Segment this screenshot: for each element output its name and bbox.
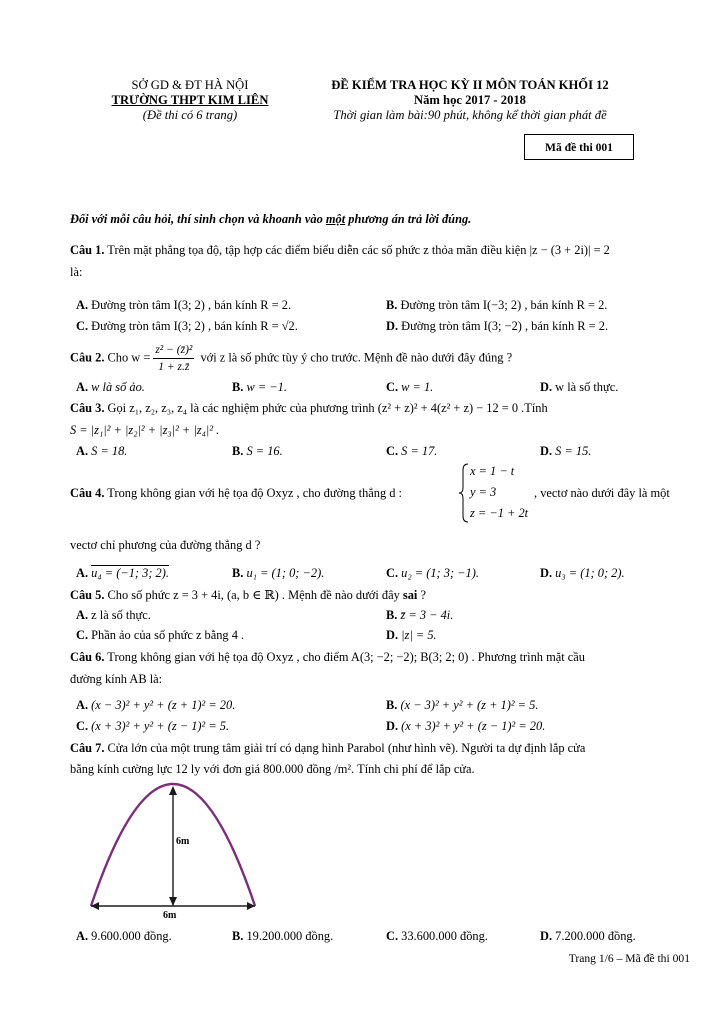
option-letter: D. — [540, 380, 553, 394]
exam-header — [300, 78, 640, 123]
q4-option-c[interactable] — [386, 566, 479, 581]
fraction — [153, 342, 194, 375]
option-text: S = 17. — [401, 444, 438, 458]
option-letter: B. — [232, 444, 244, 458]
option-letter: C. — [386, 566, 399, 580]
option-letter: D. — [540, 929, 553, 943]
option-text: 9.600.000 đồng. — [91, 929, 172, 943]
q2-option-d[interactable] — [540, 380, 618, 395]
option-letter: D. — [540, 444, 553, 458]
option-text: u₄ = (−1; 3; 2). — [91, 566, 169, 580]
option-letter: B. — [386, 298, 398, 312]
department-name: SỞ GD & ĐT HÀ NỘI — [131, 78, 249, 92]
option-text: Đường tròn tâm I(3; −2) , bán kính R = 2. — [401, 319, 609, 333]
question-text: Trong không gian với hệ tọa độ Oxyz , cho điểm A(3; −2; −2); B(3; 2; 0) . Phương trình mặt cầu — [104, 650, 585, 664]
question-label: Câu 4. — [70, 486, 105, 500]
school-header — [95, 78, 285, 123]
question-2 — [70, 342, 512, 375]
option-text: 19.200.000 đồng. — [246, 929, 334, 943]
q3-option-d[interactable] — [540, 444, 591, 459]
q3-option-c[interactable] — [386, 444, 437, 459]
question-4-text-right — [534, 486, 670, 501]
option-text: u₃ = (1; 0; 2). — [555, 566, 625, 580]
question-label: Câu 1. — [70, 243, 105, 257]
option-letter: C. — [386, 380, 399, 394]
option-letter: A. — [76, 444, 89, 458]
q4-option-d[interactable] — [540, 566, 625, 581]
option-text: w = −1. — [246, 380, 287, 394]
width-label: 6m — [163, 910, 177, 921]
option-letter: B. — [232, 380, 244, 394]
instruction — [70, 212, 471, 227]
q6-option-b[interactable] — [386, 698, 538, 713]
option-text: (x + 3)² + y² + (z − 1)² = 20. — [401, 719, 546, 733]
q6-option-d[interactable] — [386, 719, 545, 734]
instruction-part1: Đối với mỗi câu hỏi, thí sinh chọn và khoanh vào — [70, 212, 326, 226]
option-letter: D. — [386, 719, 399, 733]
option-text: S = 15. — [555, 444, 592, 458]
question-text: Cửa lớn của một trung tâm giải trí có dạng hình Parabol (như hình vẽ). Người ta dự định lắp cửa — [104, 741, 586, 755]
question-text: Trên mặt phẳng tọa độ, tập hợp các điểm biểu diễn các số phức z thỏa mãn điều kiện |z − (3 + 2i)| = 2 — [104, 243, 610, 257]
option-text: u₂ = (1; 3; −1). — [401, 566, 479, 580]
question-7-text-cont: bằng kính cường lực 12 ly với đơn giá 800.000 đồng /m². Tính chi phí để lắp cửa. — [70, 762, 475, 776]
option-letter: D. — [386, 319, 399, 333]
option-text: Phần ảo của số phức z bằng 4 . — [91, 628, 245, 642]
system-eq-2: y = 3 — [470, 485, 497, 499]
q6-option-c[interactable] — [76, 719, 229, 734]
question-label: Câu 3. — [70, 401, 105, 415]
q7-option-a[interactable] — [76, 929, 172, 944]
question-3-formula: S = |z₁|² + |z₂|² + |z₃|² + |z₄|² . — [70, 423, 220, 437]
parabola-door-figure — [85, 782, 265, 922]
system-eq-3: z = −1 + 2t — [470, 506, 529, 520]
option-text: 33.600.000 đồng. — [401, 929, 488, 943]
option-text: w là số thực. — [555, 380, 619, 394]
option-text: (x − 3)² + y² + (z + 1)² = 5. — [400, 698, 539, 712]
q5-option-c[interactable] — [76, 628, 244, 643]
option-letter: B. — [386, 608, 398, 622]
option-letter: C. — [76, 719, 89, 733]
question-4 — [70, 486, 402, 501]
height-label: 6m — [176, 836, 190, 847]
option-text: (x − 3)² + y² + (z + 1)² = 20. — [91, 698, 236, 712]
question-1 — [70, 242, 690, 259]
question-label: Câu 5. — [70, 588, 105, 602]
page-footer: Trang 1/6 – Mã đề thi 001 — [568, 952, 690, 965]
instruction-emphasis: một — [325, 212, 346, 226]
exam-code-box: Mã đề thi 001 — [524, 134, 634, 160]
question-emphasis: sai — [402, 588, 418, 602]
option-text: u₁ = (1; 0; −2). — [246, 566, 325, 580]
q3-option-a[interactable] — [76, 444, 127, 459]
q4-option-a[interactable] — [76, 566, 169, 581]
option-text: Đường tròn tâm I(−3; 2) , bán kính R = 2. — [400, 298, 608, 312]
option-text: Đường tròn tâm I(3; 2) , bán kính R = 2. — [91, 298, 292, 312]
option-letter: C. — [76, 319, 89, 333]
option-letter: A. — [76, 608, 89, 622]
q7-option-c[interactable] — [386, 929, 488, 944]
question-pre: Cho w = — [104, 350, 151, 365]
q4-option-b[interactable] — [232, 566, 324, 581]
q2-option-c[interactable] — [386, 380, 433, 395]
q1-option-d[interactable] — [386, 319, 608, 334]
school-name: TRƯỜNG THPT KIM LIÊN — [111, 93, 269, 107]
question-text-end: ? — [417, 588, 426, 602]
option-letter: A. — [76, 698, 89, 712]
question-text: Trong không gian với hệ tọa độ Oxyz , cho đường thẳng d : — [104, 486, 402, 500]
question-text: Cho số phức z = 3 + 4i, (a, b ∈ ℝ) . Mệnh đề nào dưới đây — [104, 588, 403, 602]
q2-option-b[interactable] — [232, 380, 287, 395]
question-6 — [70, 650, 585, 665]
question-4-text-cont: vectơ chỉ phương của đường thẳng d ? — [70, 538, 261, 552]
line-equation-system — [458, 462, 528, 524]
option-text: (x + 3)² + y² + (z − 1)² = 5. — [91, 719, 230, 733]
arrow-head-down-icon — [169, 897, 177, 906]
option-letter: B. — [232, 929, 244, 943]
question-3 — [70, 401, 548, 416]
question-post: với z là số phức tùy ý cho trước. Mệnh đề nào dưới đây đúng ? — [197, 350, 513, 365]
option-text: z̄ = 3 − 4i. — [400, 608, 454, 622]
fraction-denominator: 1 + z.z̄ — [158, 361, 190, 373]
option-letter: C. — [386, 929, 399, 943]
school-year: Năm học 2017 - 2018 — [414, 93, 526, 107]
exam-title: ĐỀ KIỂM TRA HỌC KỲ II MÔN TOÁN KHỐI 12 — [331, 78, 609, 92]
system-eq-1: x = 1 − t — [470, 464, 515, 478]
question-label: Câu 6. — [70, 650, 105, 664]
q7-option-d[interactable] — [540, 929, 636, 944]
question-text-right: , vectơ nào dưới đây là một — [534, 486, 670, 500]
q1-option-c[interactable] — [76, 319, 298, 334]
question-7 — [70, 741, 585, 756]
q3-option-b[interactable] — [232, 444, 283, 459]
option-text: z là số thực. — [91, 608, 151, 622]
question-5 — [70, 587, 426, 603]
question-label: Câu 2. — [70, 350, 105, 365]
option-text: 7.200.000 đồng. — [555, 929, 636, 943]
option-text: S = 16. — [246, 444, 283, 458]
page-count-note: (Đề thi có 6 trang) — [142, 108, 238, 122]
option-text: w = 1. — [401, 380, 434, 394]
instruction-part2: phương án trả lời đúng. — [345, 212, 472, 226]
q5-option-a[interactable] — [76, 608, 151, 623]
question-6-text-cont: đường kính AB là: — [70, 672, 163, 686]
option-letter: B. — [386, 698, 398, 712]
option-letter: D. — [386, 628, 399, 642]
option-text: S = 18. — [91, 444, 128, 458]
option-letter: D. — [540, 566, 553, 580]
q5-option-d[interactable] — [386, 628, 437, 643]
option-letter: A. — [76, 929, 89, 943]
q6-option-a[interactable] — [76, 698, 235, 713]
question-label: Câu 7. — [70, 741, 105, 755]
option-letter: A. — [76, 298, 89, 312]
option-letter: B. — [232, 566, 244, 580]
option-letter: A. — [76, 380, 89, 394]
option-letter: C. — [76, 628, 89, 642]
q2-option-a[interactable] — [76, 380, 145, 395]
q5-option-b[interactable] — [386, 608, 453, 623]
option-letter: C. — [386, 444, 399, 458]
time-note: Thời gian làm bài:90 phút, không kể thời gian phát đề — [333, 108, 607, 122]
option-letter: A. — [76, 566, 89, 580]
question-1-text-cont: là: — [70, 265, 83, 279]
q7-option-b[interactable] — [232, 929, 333, 944]
arrow-head-up-icon — [169, 786, 177, 795]
q1-option-b[interactable] — [386, 298, 607, 313]
q1-option-a[interactable] — [76, 298, 291, 313]
option-text: |z| = 5. — [401, 628, 437, 642]
fraction-numerator: z² − (z̄)² — [153, 342, 194, 359]
option-text: Đường tròn tâm I(3; 2) , bán kính R = √2. — [91, 319, 298, 333]
option-text: w là số ảo. — [91, 380, 145, 394]
question-text: Gọi z₁, z₂, z₃, z₄ là các nghiệm phức của phương trình (z² + z)² + 4(z² + z) − 12 = 0 .Tính — [104, 401, 548, 415]
brace-icon — [458, 462, 470, 524]
